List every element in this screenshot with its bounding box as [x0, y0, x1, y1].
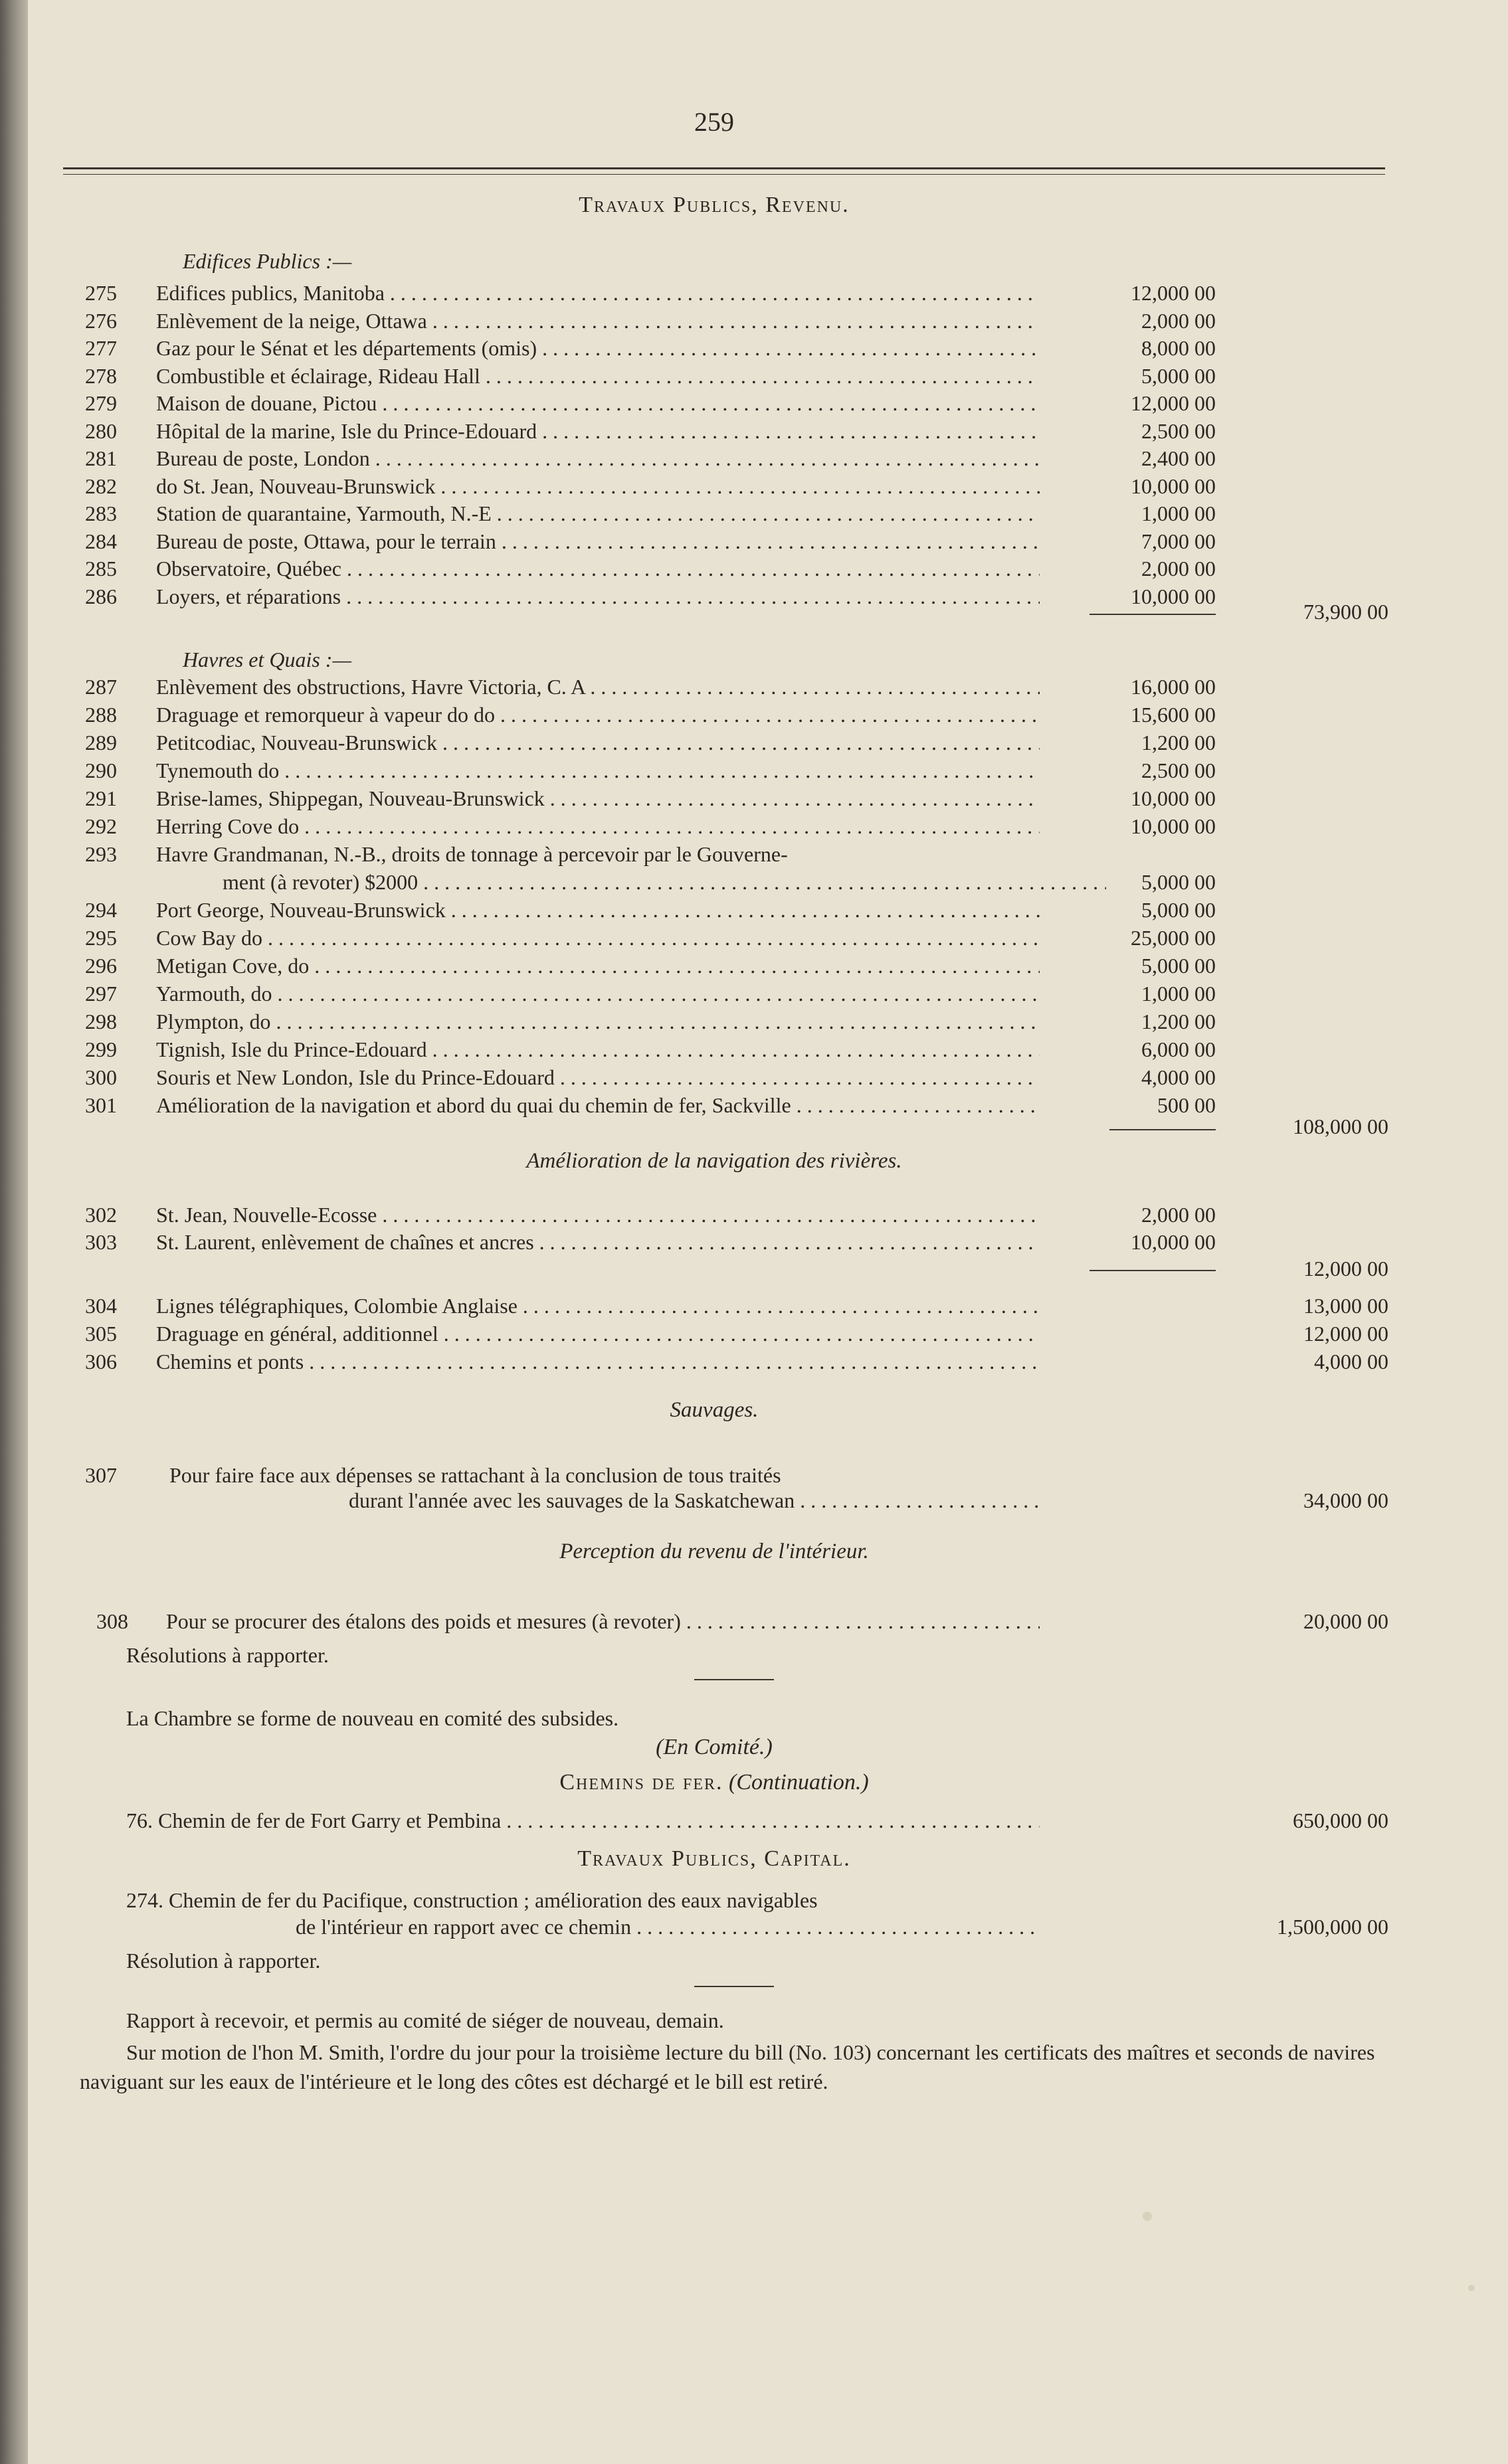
item-number: 296 [85, 954, 117, 978]
item-amount: 25,000 00 [1131, 926, 1216, 950]
item-amount: 8,000 00 [1141, 336, 1216, 360]
item-amount: 1,000 00 [1141, 982, 1216, 1006]
item-label: Metigan Cove, do . . . [156, 952, 1040, 980]
item-amount: 15,600 00 [1131, 703, 1216, 727]
item-number: 304 [85, 1294, 117, 1318]
item-label [126, 1886, 1388, 1914]
table-row [0, 784, 1508, 812]
item-label: Lignes télégraphiques, Colombie Anglaise . . . [156, 1292, 1040, 1320]
item-number: 299 [85, 1037, 117, 1061]
table-row [0, 527, 1508, 555]
item-number: 286 [85, 584, 117, 608]
item-label: Souris et New London, Isle du Prince-Edouard . . . [156, 1063, 1040, 1091]
table-row [0, 701, 1508, 729]
item-label: Edifices publics, Manitoba . . . [156, 279, 1040, 307]
item-label: Port George, Nouveau-Brunswick . . . [156, 896, 1040, 924]
item-label: Gaz pour le Sénat et les départements (omis) . . . [156, 334, 1040, 362]
item-label: Bureau de poste, Ottawa, pour le terrain . . . [156, 527, 1040, 555]
item-number: 306 [85, 1350, 117, 1373]
item-number: 282 [85, 474, 117, 498]
item-label: durant l'année avec les sauvages de la Saskatchewan . . . [349, 1486, 1040, 1514]
capital-total: 1,500,000 00 [1277, 1915, 1388, 1939]
item-number: 293 [85, 842, 117, 866]
item-amount: 1,200 00 [1141, 1010, 1216, 1033]
item-amount: 10,000 00 [1131, 814, 1216, 838]
paper-spot [1468, 2285, 1475, 2291]
chemins-header-label: Chemins de fer. [559, 1770, 723, 1795]
table-row [0, 952, 1508, 980]
divider [694, 1679, 774, 1680]
edifices-total: 73,900 00 [1303, 600, 1388, 624]
item-number: 301 [85, 1093, 117, 1117]
item-number: 280 [85, 418, 117, 443]
item-amount: 10,000 00 [1131, 786, 1216, 810]
item-number: 294 [85, 898, 117, 922]
havres-title: Havres et Quais :— [183, 648, 351, 671]
item-label: Tignish, Isle du Prince-Edouard . . . [156, 1035, 1040, 1063]
item-amount: 4,000 00 [1141, 1065, 1216, 1089]
en-comite: (En Comité.) [656, 1735, 773, 1759]
item-label: Station de quarantaine, Yarmouth, N.-E . . . [156, 499, 1040, 527]
edifices-title: Edifices Publics :— [183, 249, 352, 273]
item-label: Draguage en général, additionnel . . . [156, 1320, 1040, 1348]
item-label: St. Jean, Nouvelle-Ecosse . . . [156, 1201, 1040, 1229]
page-number: 259 [694, 107, 734, 137]
item-number: 289 [85, 731, 117, 754]
section-header: Travaux Publics, Revenu. [579, 193, 850, 217]
item-text: Chemin de fer de Fort Garry et Pembina [158, 1808, 502, 1832]
item-number: 308 [96, 1609, 128, 1633]
item-label: Maison de douane, Pictou . . . [156, 389, 1040, 417]
item-label: Hôpital de la marine, Isle du Prince-Edouard . . . [156, 417, 1040, 445]
item-number: 283 [85, 501, 117, 525]
item-amount: 7,000 00 [1141, 529, 1216, 553]
item-number: 305 [85, 1322, 117, 1346]
item-number: 285 [85, 557, 117, 580]
table-row [0, 417, 1508, 445]
rivieres-total: 12,000 00 [1303, 1257, 1388, 1280]
sauvages-row-2 [0, 1486, 1508, 1514]
item-label: Plympton, do . . . [156, 1008, 1040, 1035]
item-label: de l'intérieur en rapport avec ce chemin . . . [296, 1913, 1040, 1941]
table-row [0, 307, 1508, 335]
item-amount: 2,400 00 [1141, 446, 1216, 470]
havres-total: 108,000 00 [1293, 1114, 1388, 1138]
table-row [0, 673, 1508, 701]
item-label: Havre Grandmanan, N.-B., droits de tonnage à percevoir par le Gouverne- [156, 842, 788, 866]
table-row [0, 840, 1508, 868]
item-label: do St. Jean, Nouveau-Brunswick . . . [156, 472, 1040, 500]
capital-header: Travaux Publics, Capital. [577, 1846, 851, 1871]
rapport-line: Rapport à recevoir, et permis au comité de siéger de nouveau, demain. [126, 2008, 724, 2032]
table-row [0, 334, 1508, 362]
divider [694, 1986, 774, 1987]
item-amount: 1,000 00 [1141, 501, 1216, 525]
table-row [0, 362, 1508, 390]
havres-total-row [0, 1112, 1508, 1140]
item-number: 297 [85, 982, 117, 1006]
item-label: Tynemouth do . . . [156, 756, 1040, 784]
item-amount: 10,000 00 [1131, 584, 1216, 608]
item-amount: 12,000 00 [1131, 391, 1216, 415]
item-number: 76. [126, 1808, 153, 1832]
capital-row-1 [0, 1886, 1508, 1914]
item-number: 307 [85, 1463, 117, 1487]
item-amount: 2,000 00 [1141, 1203, 1216, 1227]
chemin-row [0, 1806, 1508, 1834]
item-number: 277 [85, 336, 117, 360]
item-number: 281 [85, 446, 117, 470]
item-amount: 16,000 00 [1131, 675, 1216, 699]
item-label: St. Laurent, enlèvement de chaînes et ancres . . . [156, 1228, 1040, 1256]
item-number: 278 [85, 363, 117, 388]
table-row [0, 1063, 1508, 1091]
item-amount: 5,000 00 [1141, 954, 1216, 978]
edifices-total-row [0, 598, 1508, 626]
item-label: Enlèvement des obstructions, Havre Victoria, C. A . . . [156, 673, 1040, 701]
item-number: 276 [85, 308, 117, 333]
item-total: 13,000 00 [1303, 1294, 1388, 1318]
table-row [0, 555, 1508, 582]
table-row [0, 1201, 1508, 1229]
item-label: Observatoire, Québec . . . [156, 555, 1040, 582]
item-number: 284 [85, 529, 117, 553]
item-amount: 10,000 00 [1131, 474, 1216, 498]
perception-total: 20,000 00 [1303, 1609, 1388, 1633]
item-amount: 2,000 00 [1141, 557, 1216, 580]
table-row [0, 896, 1508, 924]
table-row [0, 868, 1508, 896]
item-label: Cow Bay do . . . [156, 924, 1040, 952]
item-number: 279 [85, 391, 117, 415]
table-row [0, 1348, 1508, 1375]
resolution-note: Résolutions à rapporter. [126, 1643, 329, 1667]
item-amount: 5,000 00 [1141, 898, 1216, 922]
table-row [0, 812, 1508, 840]
item-amount: 6,000 00 [1141, 1037, 1216, 1061]
item-amount: 12,000 00 [1131, 281, 1216, 305]
table-row [0, 279, 1508, 307]
chemin-total: 650,000 00 [1293, 1808, 1388, 1832]
motion-paragraph: Sur motion de l'hon M. Smith, l'ordre du jour pour la troisième lecture du bill (No. 103) concernant les certificats des maîtres et seconds de navires naviguant sur les eaux de l'intérieure et le long des côtes est déchargé et le bill est retiré. [80, 2040, 1375, 2093]
item-number: 292 [85, 814, 117, 838]
item-label: Bureau de poste, London . . . [156, 444, 1040, 472]
table-row [0, 1292, 1508, 1320]
table-row [0, 980, 1508, 1008]
item-number: 300 [85, 1065, 117, 1089]
item-number: 295 [85, 926, 117, 950]
item-label: Enlèvement de la neige, Ottawa . . . [156, 307, 1040, 335]
item-number: 290 [85, 758, 117, 782]
item-label: Pour faire face aux dépenses se rattachant à la conclusion de tous traités [169, 1463, 781, 1487]
item-total: 4,000 00 [1314, 1350, 1388, 1373]
chemins-header [0, 1770, 1428, 1795]
table-row [0, 924, 1508, 952]
table-row [0, 1320, 1508, 1348]
table-row [0, 1008, 1508, 1035]
perception-title: Perception du revenu de l'intérieur. [559, 1540, 869, 1563]
item-number: 287 [85, 675, 117, 699]
item-amount: 2,500 00 [1141, 758, 1216, 782]
table-row [0, 389, 1508, 417]
item-number: 302 [85, 1203, 117, 1227]
table-row [0, 1228, 1508, 1256]
table-row [0, 444, 1508, 472]
item-number: 275 [85, 281, 117, 305]
item-label: Loyers, et réparations . . . [156, 582, 1040, 610]
item-total: 12,000 00 [1303, 1322, 1388, 1346]
item-label: Petitcodiac, Nouveau-Brunswick . . . [156, 729, 1040, 756]
item-label: Combustible et éclairage, Rideau Hall . . . [156, 362, 1040, 390]
paper-spot [1143, 2212, 1152, 2221]
item-label: ment (à revoter) $2000 . . . [223, 868, 1106, 896]
item-number: 291 [85, 786, 117, 810]
comite-line: La Chambre se forme de nouveau en comité des subsides. [126, 1706, 619, 1730]
item-amount: 5,000 00 [1141, 870, 1216, 894]
item-amount: 1,200 00 [1141, 731, 1216, 754]
item-amount: 10,000 00 [1131, 1230, 1216, 1254]
capital-row-2 [0, 1913, 1508, 1941]
table-row [0, 472, 1508, 500]
chemins-continuation: (Continuation.) [729, 1770, 869, 1795]
header-rule-thin [63, 174, 1385, 175]
table-row [0, 729, 1508, 756]
item-number: 298 [85, 1010, 117, 1033]
header-rule [63, 167, 1385, 169]
item-amount: 5,000 00 [1141, 363, 1216, 388]
table-row [0, 756, 1508, 784]
item-number: 288 [85, 703, 117, 727]
item-number: 303 [85, 1230, 117, 1254]
sauvages-total: 34,000 00 [1303, 1488, 1388, 1512]
item-label: Herring Cove do . . . [156, 812, 1040, 840]
perception-row [0, 1607, 1508, 1635]
item-label: Pour se procurer des étalons des poids et mesures (à revoter) . . . [166, 1607, 1040, 1635]
item-amount: 2,000 00 [1141, 308, 1216, 333]
item-label: Brise-lames, Shippegan, Nouveau-Brunswick . . . [156, 784, 1040, 812]
item-label: Draguage et remorqueur à vapeur do do . . . [156, 701, 1040, 729]
item-label: Chemins et ponts . . . [156, 1348, 1040, 1375]
sauvages-row-1 [0, 1461, 1508, 1489]
sauvages-title: Sauvages. [670, 1398, 759, 1422]
rivieres-total-row [0, 1255, 1508, 1282]
rivieres-title: Amélioration de la navigation des rivières. [526, 1149, 902, 1173]
item-text: Chemin de fer du Pacifique, construction ; amélioration des eaux navigables [169, 1888, 818, 1912]
table-row [0, 499, 1508, 527]
resolution-note: Résolution à rapporter. [126, 1949, 321, 1973]
item-label: Yarmouth, do . . . [156, 980, 1040, 1008]
item-number: 274. [126, 1888, 163, 1912]
item-label [126, 1806, 1040, 1834]
table-row [0, 1035, 1508, 1063]
item-label: Amélioration de la navigation et abord du quai du chemin de fer, Sackville . . . [156, 1091, 1040, 1119]
item-amount: 2,500 00 [1141, 418, 1216, 443]
item-amount: 500 00 [1157, 1093, 1216, 1117]
